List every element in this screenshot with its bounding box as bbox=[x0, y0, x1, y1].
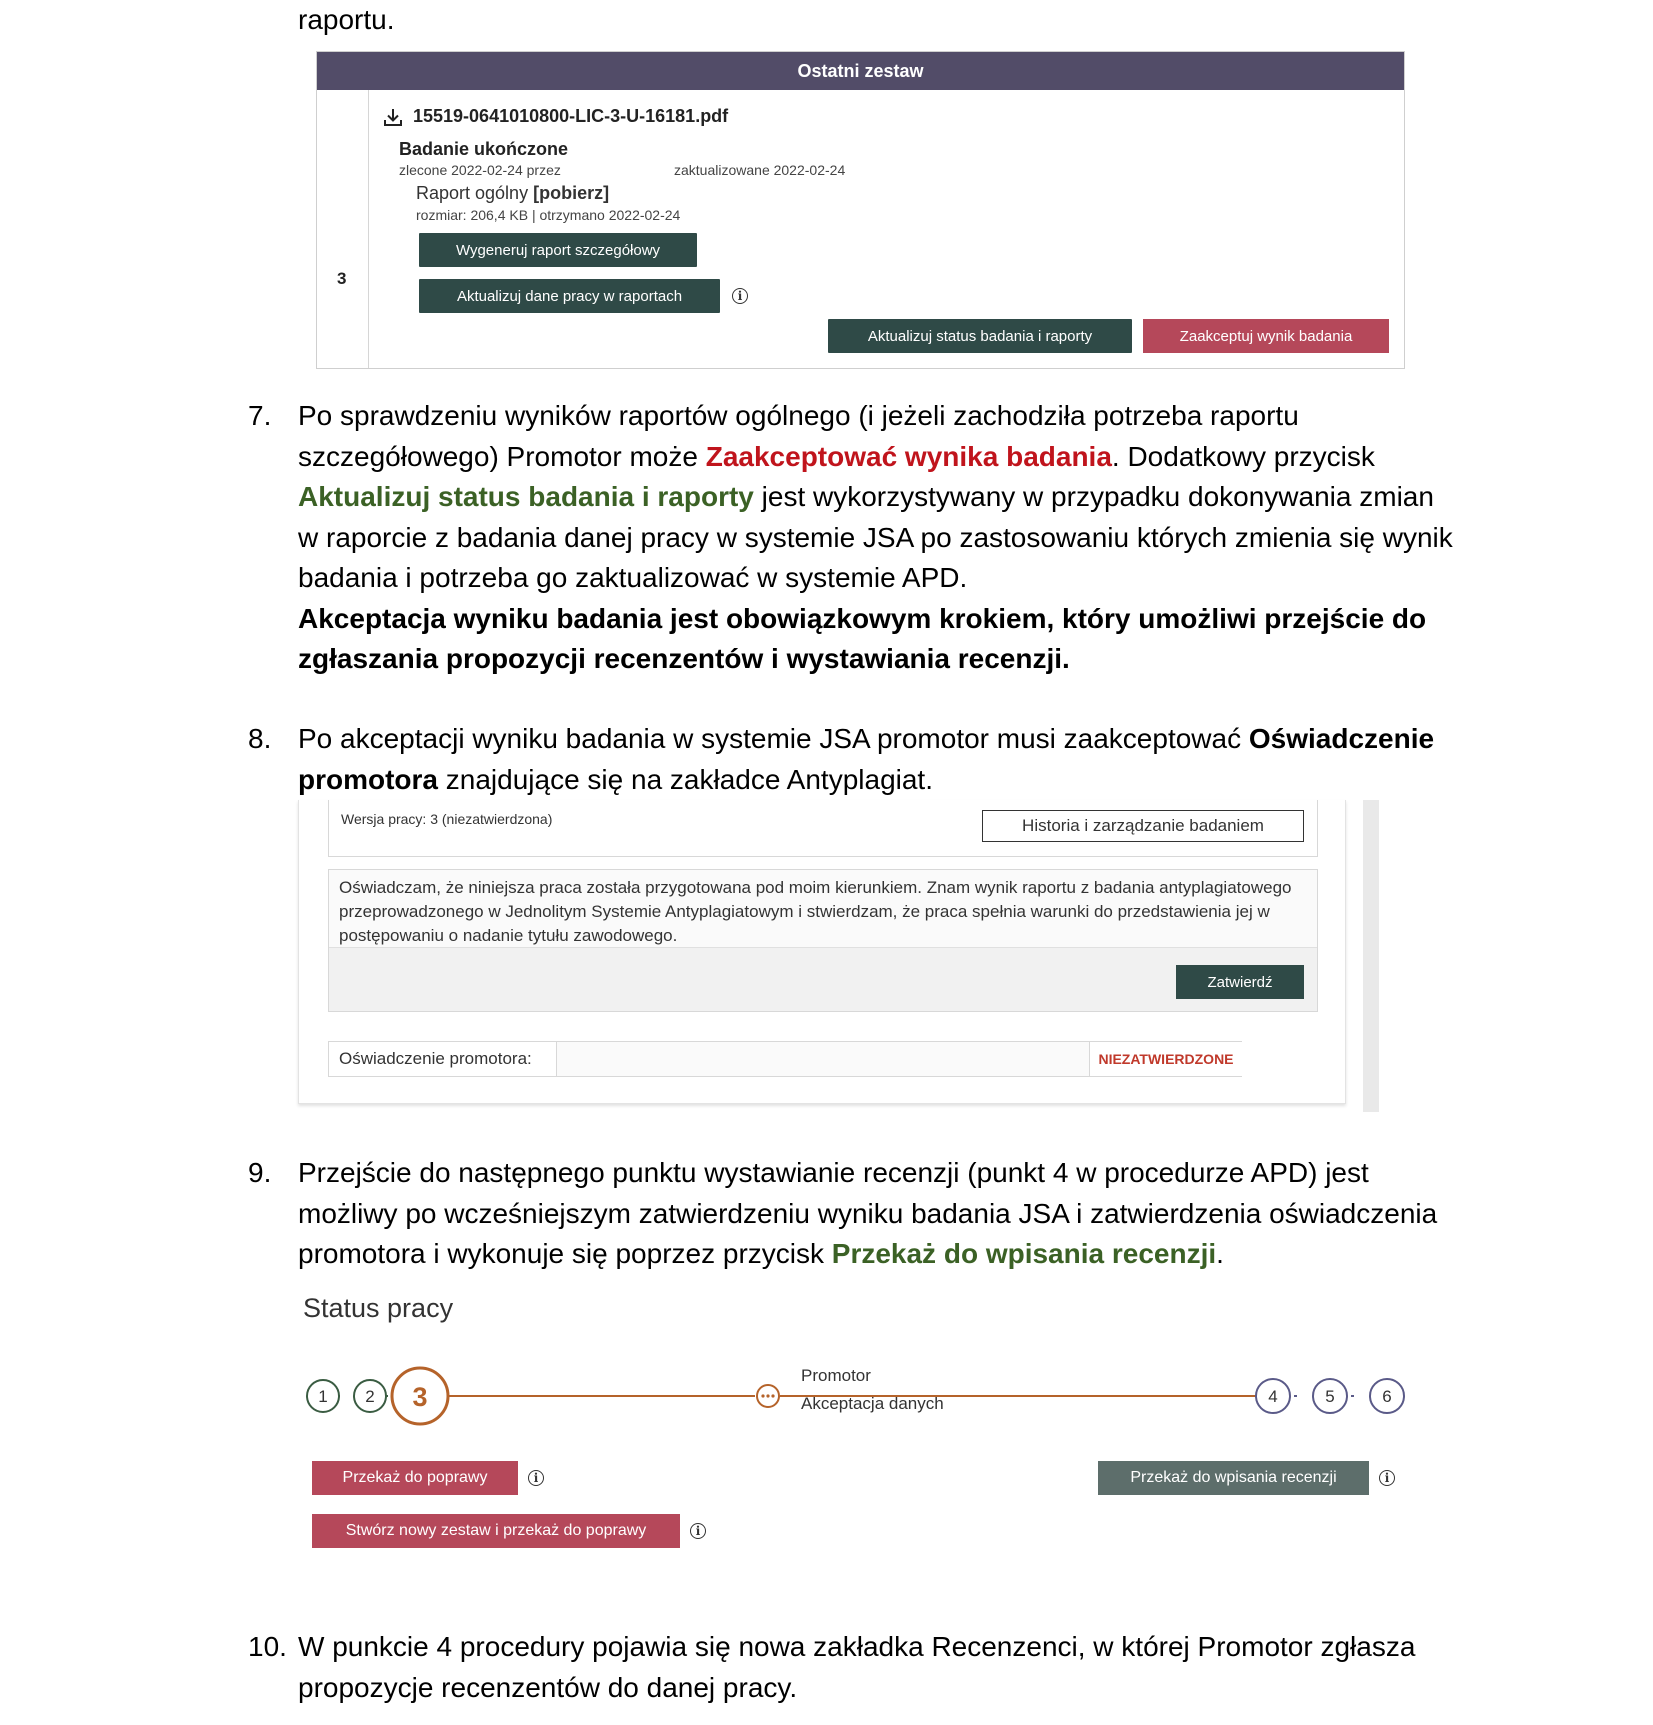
update-work-data-button[interactable]: Aktualizuj dane pracy w raportach bbox=[419, 279, 720, 313]
item-10-number: 10. bbox=[248, 1631, 287, 1662]
svg-text:4: 4 bbox=[1268, 1387, 1278, 1406]
svg-text:6: 6 bbox=[1382, 1387, 1392, 1406]
step-role: Promotor bbox=[801, 1366, 871, 1385]
step-4 bbox=[1256, 1379, 1290, 1413]
scrollbar-track[interactable] bbox=[1363, 800, 1379, 1112]
svg-text:3: 3 bbox=[412, 1382, 428, 1412]
declaration-box bbox=[328, 869, 1318, 1012]
item-9-highlight: Przekaż do wpisania recenzji bbox=[831, 1238, 1217, 1269]
step-2 bbox=[354, 1380, 386, 1412]
info-icon[interactable]: i bbox=[528, 1470, 544, 1486]
general-report bbox=[416, 183, 609, 204]
file-name: 15519-0641010800-LIC-3-U-16181.pdf bbox=[413, 106, 729, 126]
svg-text:2: 2 bbox=[365, 1387, 375, 1406]
declaration-card bbox=[298, 800, 1346, 1104]
info-icon[interactable]: i bbox=[732, 288, 748, 304]
info-icon[interactable]: i bbox=[1379, 1470, 1395, 1486]
step-1 bbox=[307, 1380, 339, 1412]
status-title: Badanie ukończone bbox=[399, 139, 569, 159]
step-6 bbox=[1370, 1379, 1404, 1413]
status-title: Status pracy bbox=[303, 1293, 454, 1323]
report-download-link[interactable]: [pobierz] bbox=[533, 183, 610, 203]
item-7-part: . Dodatkowy przycisk bbox=[1111, 440, 1375, 472]
report-label: Raport ogólny bbox=[416, 183, 529, 203]
statement-label: Oświadczenie promotora: bbox=[329, 1042, 557, 1076]
item-7-accept-highlight: Zaakceptować wynika badania bbox=[705, 440, 1112, 472]
svg-text:5: 5 bbox=[1325, 1387, 1335, 1406]
work-status-panel bbox=[298, 1293, 1428, 1573]
item-9-part: Przejście do następnego punktu wystawianie recenzji (punkt 4 w procedurze APD) jest możliwy po wcześniejszym zatwierdzeniu wyniku badania JSA i zatwierdzenia oświadczenia promotora i wykonuje się poprzez przycisk bbox=[298, 1157, 1438, 1269]
item-9-part: . bbox=[1216, 1238, 1224, 1269]
statement-row bbox=[328, 1041, 1242, 1077]
latest-set-panel bbox=[316, 51, 1405, 369]
return-for-correction-button[interactable]: Przekaż do poprawy bbox=[312, 1461, 518, 1495]
row-number: 3 bbox=[337, 269, 347, 288]
item-8-text bbox=[298, 719, 1458, 800]
item-7-number: 7. bbox=[248, 400, 272, 431]
download-icon bbox=[383, 107, 403, 127]
update-status-reports-button[interactable]: Aktualizuj status badania i raporty bbox=[828, 319, 1132, 353]
svg-text:1: 1 bbox=[318, 1387, 328, 1406]
item-8-part: znajdujące się na zakładce Antyplagiat. bbox=[438, 763, 933, 795]
step-3-current bbox=[392, 1368, 448, 1424]
updated-date: zaktualizowane 2022-02-24 bbox=[674, 162, 846, 178]
step-5 bbox=[1313, 1379, 1347, 1413]
item-10-text: W punkcie 4 procedury pojawia się nowa zakładka Recenzenci, w której Promotor zgłasza propozycje recenzentów do danej pracy. bbox=[298, 1631, 1416, 1703]
history-management-button[interactable]: Historia i zarządzanie badaniem bbox=[982, 810, 1304, 842]
ordered-date: zlecone 2022-02-24 przez bbox=[399, 162, 561, 178]
item-7-part: Po sprawdzeniu wyników raportów ogólnego (i jeżeli zachodziła potrzeba raportu szczegółowego) Promotor może bbox=[298, 400, 1299, 472]
generate-detailed-report-button[interactable]: Wygeneruj raport szczegółowy bbox=[419, 233, 697, 267]
panel-header: Ostatni zestaw bbox=[317, 52, 1404, 90]
item-7-update-highlight: Aktualizuj status badania i raporty bbox=[298, 481, 754, 512]
work-version: Wersja pracy: 3 (niezatwierdzona) bbox=[341, 811, 553, 827]
version-row bbox=[328, 800, 1318, 857]
item-9-text bbox=[298, 1153, 1458, 1275]
item-8-number: 8. bbox=[248, 723, 272, 754]
declaration-text: Oświadczam, że niniejsza praca została przygotowana pod moim kierunkiem. Znam wynik raportu z badania antyplagiatowego przeprowadzonego w Jednolitym Systemie Antyplagiatowym i stwierdzam, że praca spełnia warunki do przedstawienia jej w postępowaniu o nadanie tytułu zawodowego. bbox=[329, 870, 1317, 948]
send-for-review-button[interactable]: Przekaż do wpisania recenzji bbox=[1098, 1461, 1369, 1495]
supervisor-declaration-panel bbox=[298, 800, 1428, 1112]
info-icon[interactable]: i bbox=[690, 1523, 706, 1539]
item-8-part: Po akceptacji wyniku badania w systemie JSA promotor musi zaakceptować bbox=[298, 723, 1249, 754]
status-badge: NIEZATWIERDZONE bbox=[1089, 1042, 1242, 1076]
item-7-part: jest wykorzystywany w przypadku dokonywania zmian w raporcie z badania danej pracy w systemie JSA po zastosowaniu których zmienia się wynik badania i potrzeba go zaktualizować w systemie APD. bbox=[298, 481, 1453, 593]
item-7-bold-note: Akceptacja wyniku badania jest obowiązkowym krokiem, który umożliwi przejście do zgłaszania propozycji recenzentów i wystawiania recenzji. bbox=[298, 602, 1427, 674]
confirm-button[interactable]: Zatwierdź bbox=[1176, 965, 1304, 999]
new-set-return-button[interactable]: Stwórz nowy zestaw i przekaż do poprawy bbox=[312, 1514, 680, 1548]
item-9-number: 9. bbox=[248, 1157, 272, 1188]
file-download-link[interactable] bbox=[383, 106, 728, 127]
item-7-text bbox=[298, 396, 1458, 680]
intro-fragment: raportu. bbox=[298, 4, 395, 35]
column-divider bbox=[368, 90, 369, 368]
item-8-bold: Oświadczenie promotora bbox=[298, 723, 1435, 795]
accept-result-button[interactable]: Zaakceptuj wynik badania bbox=[1143, 319, 1389, 353]
step-stage: Akceptacja danych bbox=[801, 1394, 944, 1413]
report-meta: rozmiar: 206,4 KB | otrzymano 2022-02-24 bbox=[416, 207, 681, 223]
substep-dots-icon bbox=[757, 1385, 779, 1407]
